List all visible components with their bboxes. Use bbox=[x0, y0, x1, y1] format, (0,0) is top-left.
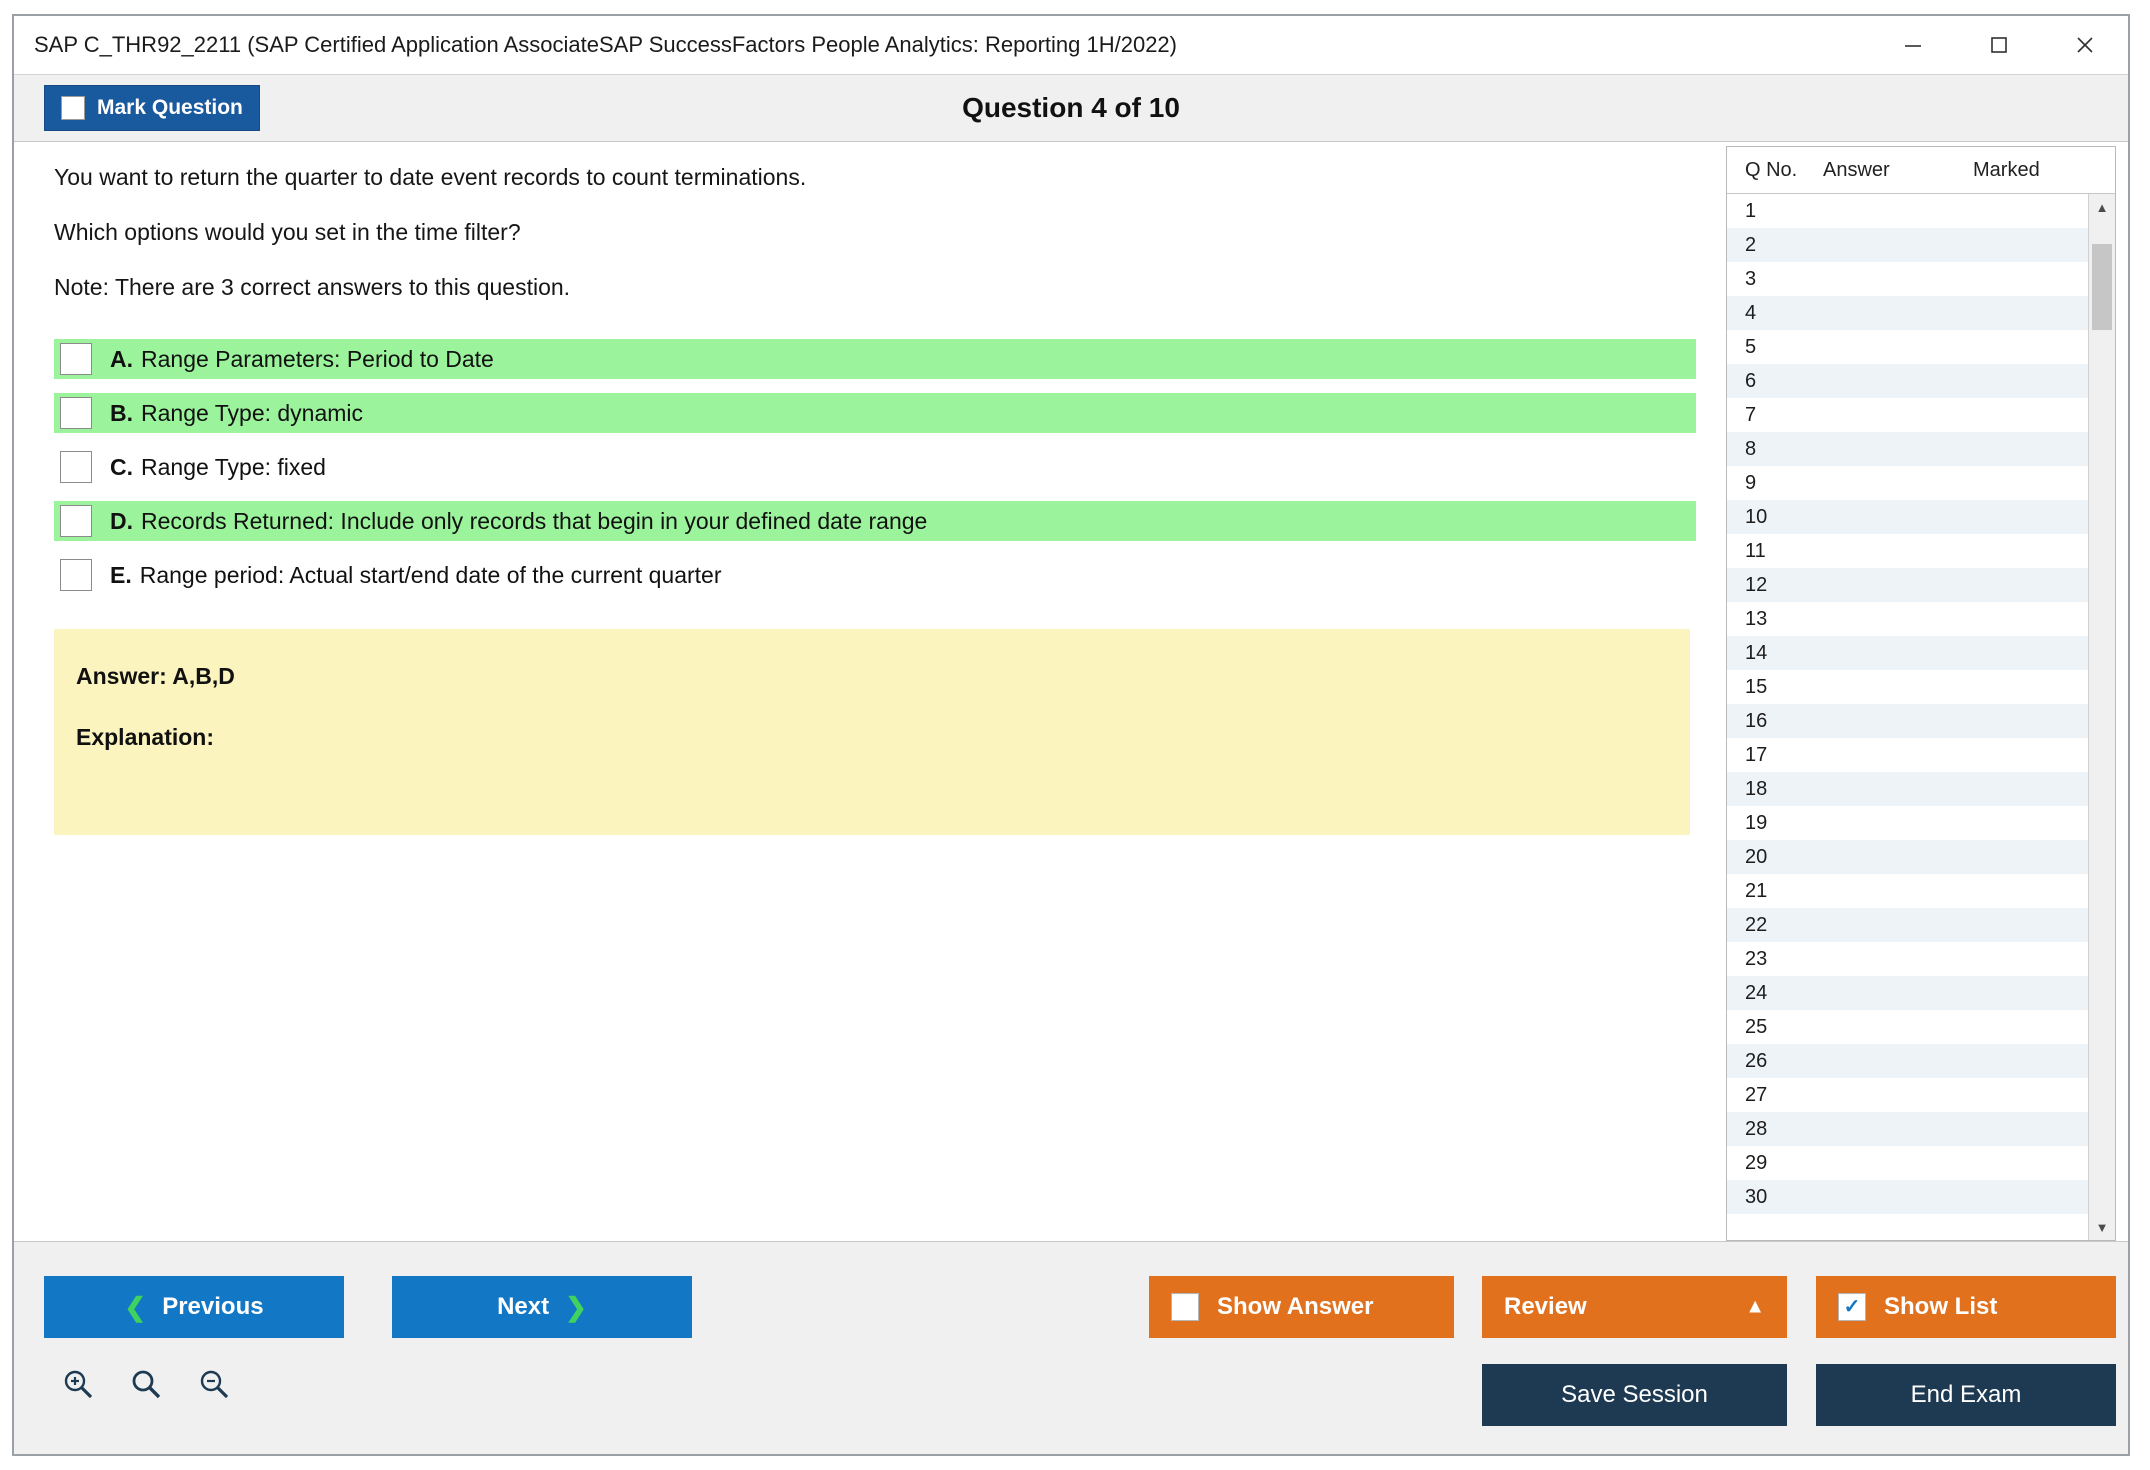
answer-options bbox=[54, 339, 1696, 595]
list-item[interactable]: 9 bbox=[1745, 472, 1757, 494]
option-b-letter: B. bbox=[110, 399, 133, 426]
show-answer-checkbox[interactable] bbox=[1171, 1293, 1199, 1321]
list-item[interactable]: 24 bbox=[1727, 976, 2088, 1010]
list-item[interactable]: 3 bbox=[1745, 268, 1757, 290]
list-item[interactable]: 1 bbox=[1745, 200, 1757, 222]
list-item[interactable]: 14 bbox=[1727, 636, 2088, 670]
end-exam-button[interactable] bbox=[1816, 1364, 2116, 1426]
exam-footer bbox=[14, 1241, 2128, 1454]
show-list-checkbox[interactable]: ✓ bbox=[1838, 1293, 1866, 1321]
column-header-answer: Answer bbox=[1823, 158, 1890, 181]
mark-question-button[interactable] bbox=[44, 85, 260, 131]
list-item[interactable]: 13 bbox=[1745, 608, 1768, 630]
chevron-up-icon: ▲ bbox=[1745, 1295, 1765, 1318]
option-d-text: Records Returned: Include only records that begin in your defined date range bbox=[141, 507, 928, 534]
list-item[interactable]: 29 bbox=[1745, 1152, 1768, 1174]
list-item[interactable]: 2 bbox=[1727, 228, 2088, 262]
question-list-scrollbar[interactable] bbox=[2088, 194, 2115, 1240]
list-item[interactable]: 25 bbox=[1745, 1016, 1768, 1038]
list-item[interactable]: 23 bbox=[1745, 948, 1768, 970]
save-session-button[interactable] bbox=[1482, 1364, 1787, 1426]
list-item[interactable]: 27 bbox=[1745, 1084, 1768, 1106]
close-icon[interactable] bbox=[2042, 16, 2128, 74]
previous-button[interactable] bbox=[44, 1276, 344, 1338]
show-list-button[interactable] bbox=[1816, 1276, 2116, 1338]
scrollbar-thumb[interactable] bbox=[2092, 244, 2112, 330]
question-note: Note: There are 3 correct answers to this question. bbox=[54, 274, 571, 300]
list-item[interactable]: 17 bbox=[1745, 744, 1768, 766]
option-e-letter: E. bbox=[110, 561, 132, 588]
list-item[interactable]: 8 bbox=[1727, 432, 2088, 466]
exam-body bbox=[14, 142, 2128, 1241]
previous-label: Previous bbox=[162, 1293, 264, 1320]
window-title: SAP C_THR92_2211 (SAP Certified Application AssociateSAP SuccessFactors People Analytics: Reporting 1H/2022) bbox=[34, 32, 1177, 57]
option-b-checkbox[interactable] bbox=[60, 397, 92, 429]
question-list-body bbox=[1727, 194, 2115, 1240]
list-item[interactable]: 21 bbox=[1745, 880, 1768, 902]
chevron-right-icon: ❯ bbox=[565, 1291, 587, 1322]
column-header-marked: Marked bbox=[1973, 158, 2040, 181]
option-c[interactable] bbox=[54, 447, 1696, 487]
title-bar bbox=[14, 16, 2128, 75]
question-list-header bbox=[1727, 147, 2115, 194]
save-session-label: Save Session bbox=[1561, 1381, 1708, 1408]
option-d-checkbox[interactable] bbox=[60, 505, 92, 537]
option-a-checkbox[interactable] bbox=[60, 343, 92, 375]
zoom-fit-icon[interactable] bbox=[126, 1364, 166, 1404]
option-e-checkbox[interactable] bbox=[60, 559, 92, 591]
zoom-out-icon[interactable] bbox=[194, 1364, 234, 1404]
review-button[interactable] bbox=[1482, 1276, 1787, 1338]
list-item[interactable]: 7 bbox=[1745, 404, 1757, 426]
question-stem: You want to return the quarter to date event records to count terminations. bbox=[54, 164, 807, 190]
question-counter: Question 4 of 10 bbox=[962, 92, 1180, 123]
mark-question-checkbox[interactable] bbox=[61, 96, 85, 120]
list-item[interactable]: 10 bbox=[1727, 500, 2088, 534]
end-exam-label: End Exam bbox=[1910, 1381, 2022, 1408]
list-item[interactable]: 18 bbox=[1727, 772, 2088, 806]
mark-question-label: Mark Question bbox=[97, 96, 243, 119]
zoom-controls bbox=[58, 1364, 234, 1404]
list-item[interactable]: 30 bbox=[1727, 1180, 2088, 1214]
list-item[interactable]: 11 bbox=[1745, 540, 1766, 562]
exam-window bbox=[12, 14, 2130, 1456]
option-c-text: Range Type: fixed bbox=[141, 453, 326, 480]
window-controls bbox=[1870, 16, 2128, 74]
question-pane bbox=[14, 142, 1720, 1241]
option-c-letter: C. bbox=[110, 453, 133, 480]
list-item[interactable]: 16 bbox=[1727, 704, 2088, 738]
option-a[interactable] bbox=[54, 339, 1696, 379]
list-item[interactable]: 5 bbox=[1745, 336, 1757, 358]
column-header-qno: Q No. bbox=[1745, 158, 1798, 181]
question-list-panel bbox=[1726, 146, 2116, 1241]
list-item[interactable]: 20 bbox=[1727, 840, 2088, 874]
answer-line: Answer: A,B,D bbox=[76, 663, 235, 689]
answer-explanation-panel bbox=[54, 629, 1690, 835]
scroll-up-icon[interactable]: ▲ bbox=[2089, 194, 2115, 220]
question-prompt: Which options would you set in the time filter? bbox=[54, 219, 521, 245]
minimize-icon[interactable] bbox=[1870, 16, 1956, 74]
next-button[interactable] bbox=[392, 1276, 692, 1338]
option-a-text: Range Parameters: Period to Date bbox=[141, 345, 494, 372]
list-item[interactable]: 15 bbox=[1745, 676, 1768, 698]
list-item[interactable]: 22 bbox=[1727, 908, 2088, 942]
show-answer-label: Show Answer bbox=[1217, 1293, 1374, 1320]
scroll-down-icon[interactable]: ▼ bbox=[2089, 1214, 2115, 1240]
list-item[interactable]: 12 bbox=[1727, 568, 2088, 602]
option-c-checkbox[interactable] bbox=[60, 451, 92, 483]
zoom-in-icon[interactable] bbox=[58, 1364, 98, 1404]
maximize-icon[interactable] bbox=[1956, 16, 2042, 74]
next-label: Next bbox=[497, 1293, 550, 1320]
list-item[interactable]: 26 bbox=[1727, 1044, 2088, 1078]
chevron-left-icon: ❮ bbox=[124, 1291, 147, 1322]
show-list-label: Show List bbox=[1884, 1293, 1998, 1320]
option-e[interactable] bbox=[54, 555, 1696, 595]
explanation-label: Explanation: bbox=[76, 724, 215, 750]
option-d-letter: D. bbox=[110, 507, 133, 534]
option-e-text: Range period: Actual start/end date of the current quarter bbox=[139, 561, 722, 588]
option-b[interactable] bbox=[54, 393, 1696, 433]
show-answer-button[interactable] bbox=[1149, 1276, 1454, 1338]
list-item[interactable]: 6 bbox=[1727, 364, 2088, 398]
list-item[interactable]: 28 bbox=[1727, 1112, 2088, 1146]
option-b-text: Range Type: dynamic bbox=[141, 399, 364, 426]
list-item[interactable]: 19 bbox=[1745, 812, 1768, 834]
question-rows bbox=[1727, 194, 2088, 1240]
review-label: Review bbox=[1504, 1293, 1587, 1320]
option-d[interactable] bbox=[54, 501, 1696, 541]
list-item[interactable]: 4 bbox=[1727, 296, 2088, 330]
exam-header bbox=[14, 75, 2128, 142]
option-a-letter: A. bbox=[110, 345, 133, 372]
